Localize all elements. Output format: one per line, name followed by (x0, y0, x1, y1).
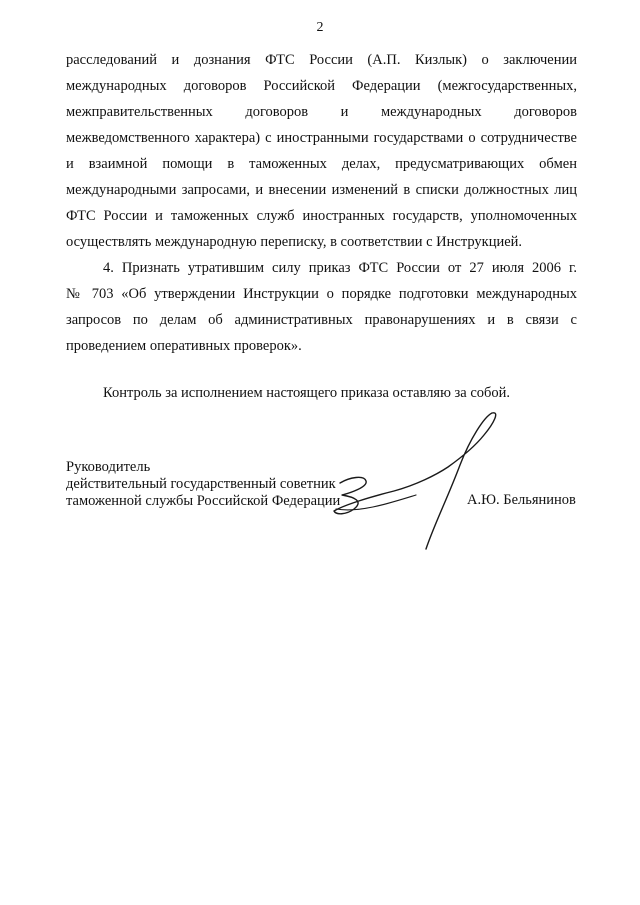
signer-title-line1: Руководитель (66, 459, 151, 475)
text-line: международными запросами, и внесении изменений в списки должностных лиц (66, 182, 577, 198)
text-line: проведением оперативных проверок». (66, 338, 302, 354)
signer-title-line3: таможенной службы Российской Федерации (66, 493, 341, 509)
text-line: международных договоров Российской Федерации (межгосударственных, (66, 78, 577, 94)
control-statement: Контроль за исполнением настоящего приказа оставляю за собой. (103, 385, 511, 401)
text-line: осуществлять международную переписку, в соответствии с Инструкцией. (66, 234, 523, 250)
page-number: 2 (316, 20, 324, 35)
text-line: и взаимной помощи в таможенных делах, предусматривающих обмен (66, 156, 577, 172)
text-line: ФТС России и таможенных служб иностранных государств, уполномоченных (66, 208, 577, 224)
signer-name: А.Ю. Бельянинов (467, 492, 576, 508)
text-line: межведомственного характера) с иностранными государствами о сотрудничестве (66, 130, 577, 146)
signer-title-line2: действительный государственный советник (66, 476, 336, 492)
paragraph-4-first-line: 4. Признать утратившим силу приказ ФТС России от 27 июля 2006 г. (103, 260, 577, 276)
handwritten-signature (320, 405, 520, 555)
text-line: расследований и дознания ФТС России (А.П. Кизлык) о заключении (66, 52, 577, 68)
text-line: запросов по делам об административных правонарушениях и в связи с (66, 312, 577, 328)
text-line: межправительственных договоров и международных договоров (66, 104, 577, 120)
text-line: № 703 «Об утверждении Инструкции о порядке подготовки международных (66, 286, 577, 302)
